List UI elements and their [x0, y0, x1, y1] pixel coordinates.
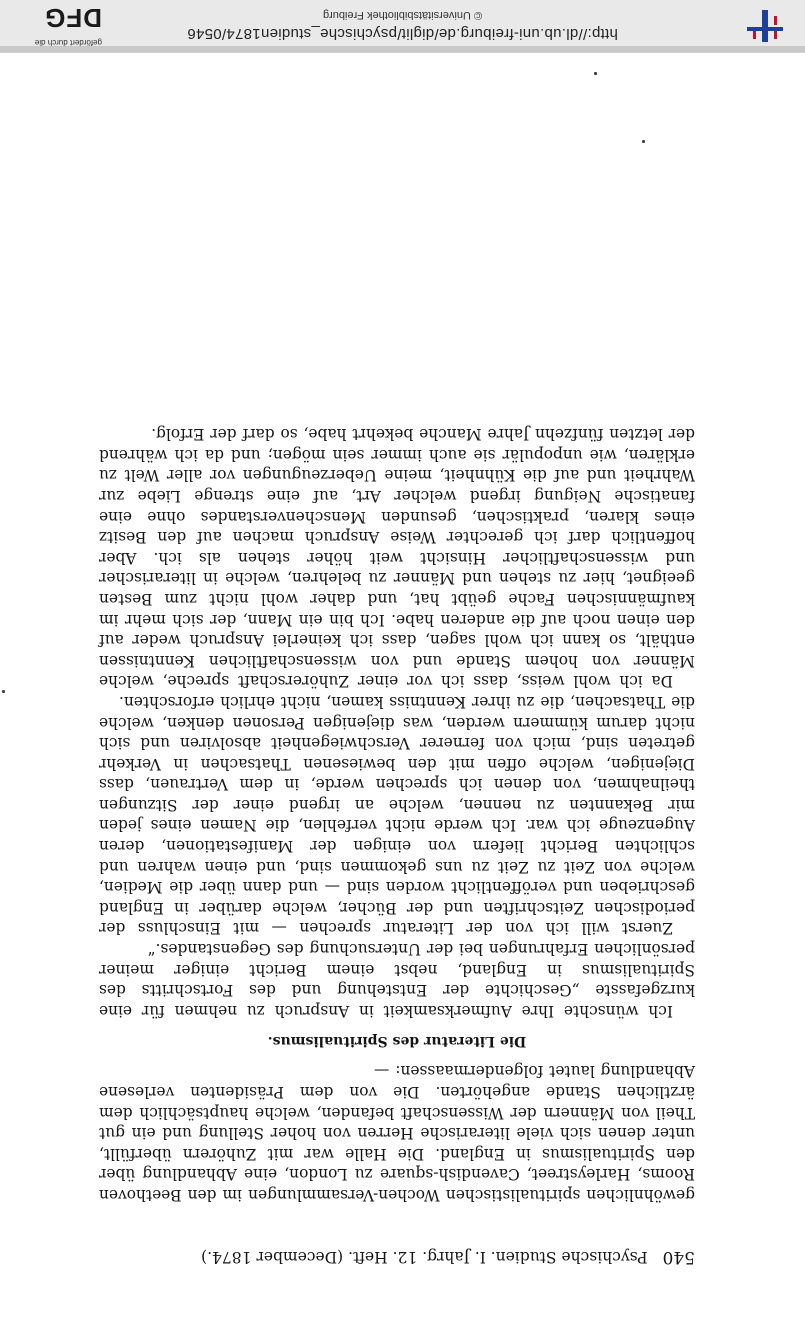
footer-banner: [0, 0, 805, 53]
scan-speck: [642, 140, 645, 143]
body-paragraph-1: Ich wünschte Ihre Aufmerksamkeit in Anspruch zu nehmen für eine kurzgefasste „Geschichte der Entstehung und des Fortschritts des Spiritualismus in England, nebst einem Bericht einiger meiner persönlichen Erfahrungen bei der Untersuchung des Gegenstandes.“: [99, 940, 695, 1020]
banner-edge: [0, 46, 805, 52]
copyright-notice: © Universitätsbibliothek Freiburg: [322, 9, 483, 21]
dfg-caption: gefördert durch die: [34, 38, 102, 47]
scan-speck: [594, 72, 597, 75]
scan-speck: [2, 690, 5, 693]
body-paragraph-3: Da ich wohl weiss, dass ich vor einer Zuhörerschaft spreche, welche Männer von hohem Stande und von wissenschaftlichen Kenntnissen enthält, so kann ich wohl sagen, dass ich keinerlei Anspruch weder auf den einen noch auf die anderen habe. Ich bin ein Mann, der sich mehr im kaufmännischen Fache geübt hat, und daher wohl nicht zum Besten geeignet, hier zu stehen und Männer zu belehren, welche in literarischer und wissenschaftlicher Hinsicht weit höher stehen als ich. Aber hoffentlich darf ich gerechter Weise Anspruch machen auf den Besitz eines klaren, praktischen, gesunden Menschenverstandes ohne eine fanatische Neigung irgend welcher Art, auf eine strenge Liebe zur Wahrheit und auf die Kühnheit, meine Ueberzeugungen vor aller Welt zu erklären, wie unpopulär sie auch immer sein mögen; und da ich während der letzten fünfzehn Jahre Manche bekehrt habe, so darf der Erfolg.: [99, 425, 695, 691]
scanned-page: [99, 424, 695, 1267]
dfg-sponsor[interactable]: [16, 5, 102, 47]
running-head-title: Psychische Studien. I. Jahrg. 12. Heft. (December 1874.): [201, 1248, 648, 1266]
permalink-url[interactable]: http://dl.ub.uni-freiburg.de/diglit/psychische_studien1874/0546: [187, 25, 618, 42]
dfg-logo: DFG: [44, 3, 102, 33]
intro-paragraph: gewöhnlichen spiritualistischen Wochen-Versammlungen im den Beethoven Rooms, Harleystreet, Cavendish-square zu London, eine Abhandlung über den Spiritualismus in England. Die Halle war mit Zuhörern überfüllt, unter denen sich viele literarische Herren von hoher Stellung und ein gut Theil von Männern der Wissenschaft befanden, welche hauptsächlich dem ärztlichen Stande angehörten. Die von dem Präsidenten verlesene Abhandlung lautet folgendermaassen: —: [99, 1062, 695, 1204]
running-head: [99, 1247, 695, 1267]
page-number: 540: [662, 1247, 695, 1267]
body-paragraph-2: Zuerst will ich von der Literatur sprechen — mit Einschluss der periodischen Zeitschriften und der Bücher, welche darüber in England geschrieben und veröffentlicht worden sind — und dann über die Medien, welche von Zeit zu Zeit zu uns gekommen sind, und einen wahren und schlichten Bericht liefern von einigen der Manifestationen, deren Augenzeuge ich war. Ich werde nicht verfehlen, die Namen eines jeden mir Bekannten zu nennen, welche an irgend einer der Sitzungen theilnahmen, von denen ich sprechen werde, in dem Vertrauen, dass Diejenigen, welche offen mit den bewiesenen Thatsachen in Verkehr getreten sind, mich von fernerer Verschwiegenheit absolviren und sich nicht darum kümmern werden, was diejenigen Personen denken, welche die Thatsachen, die zu ihrer Kenntniss kamen, nicht ehrlich erforschten.: [99, 692, 695, 938]
section-heading: Die Literatur des Spiritualismus.: [267, 1032, 527, 1049]
